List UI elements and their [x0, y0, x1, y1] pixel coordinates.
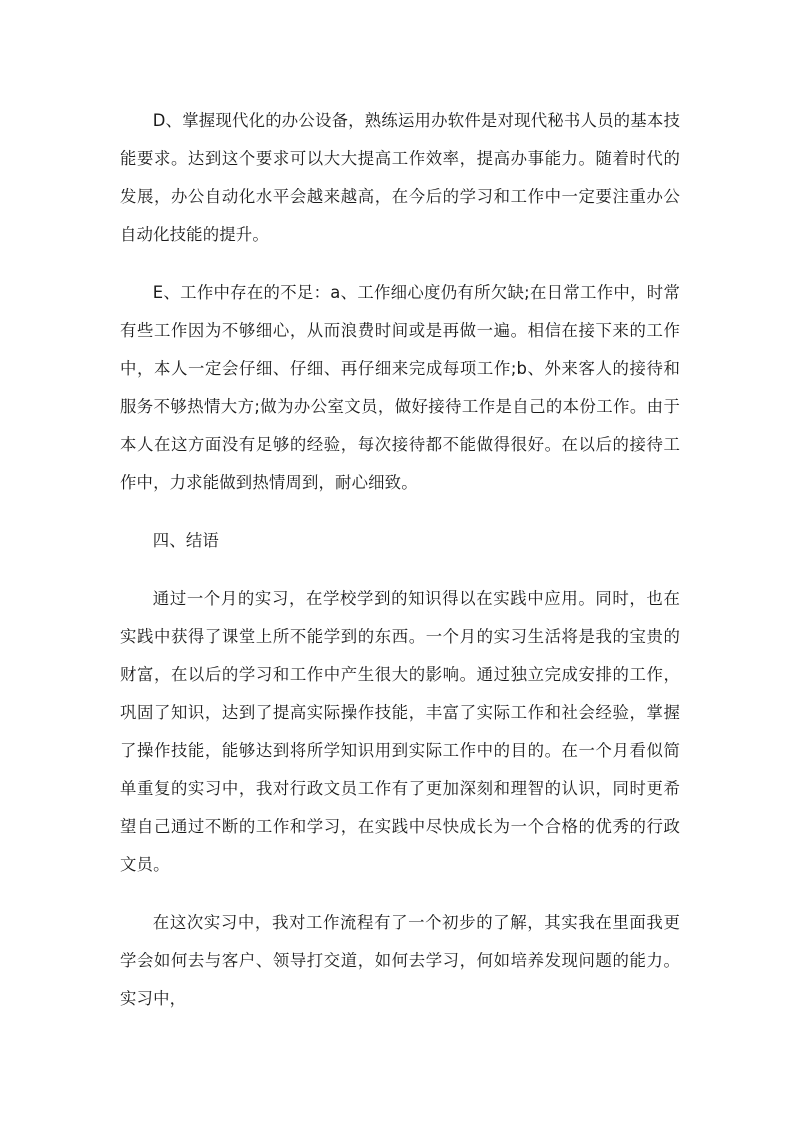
paragraph-spacer: [120, 502, 680, 522]
paragraph-spacer: [120, 884, 680, 904]
paragraph-conclusion: 通过一个月的实习，在学校学到的知识得以在实践中应用。同时，也在实践中获得了课堂上所不能学到的东西。一个月的实习生活将是我的宝贵的财富，在以后的学习和工作中产生很大的影响。通过独立完成安排的工作，巩固了知识，达到了提高实际操作技能，丰富了实际工作和社会经验，掌握了操作技能，能够达到将所学知识用到实际工作中的目的。在一个月看似简单重复的实习中，我对行政文员工作有了更加深刻和理智的认识，同时更希望自己通过不断的工作和学习，在实践中尽快成长为一个合格的优秀的行政文员。: [120, 589, 680, 874]
paragraph-shortcomings: E、工作中存在的不足：a、工作细心度仍有所欠缺;在日常工作中，时常有些工作因为不够细心，从而浪费时间或是再做一遍。相信在接下来的工作中，本人一定会仔细、仔细、再仔细来完成每项工作;b、外来客人的接待和服务不够热情大方;做为办公室文员，做好接待工作是自己的本份工作。由于本人在这方面没有足够的经验，每次接待都不能做得很好。在以后的接待工作中，力求能做到热情周到，耐心细致。: [120, 283, 680, 492]
section-heading-conclusion: 四、结语: [152, 531, 219, 550]
paragraph-office-skills: D、掌握现代化的办公设备，熟练运用办软件是对现代秘书人员的基本技能要求。达到这个要求可以大大提高工作效率，提高办事能力。随着时代的发展，办公自动化水平会越来越高，在今后的学习和工作中一定要注重办公自动化技能的提升。: [120, 111, 680, 244]
paragraph-internship-reflection: 在这次实习中，我对工作流程有了一个初步的了解，其实我在里面我更学会如何去与客户、领导打交道，如何去学习，何如培养发现问题的能力。实习中，: [120, 913, 680, 1008]
document-body: [120, 102, 680, 1018]
paragraph-spacer: [120, 254, 680, 274]
paragraph-spacer: [120, 560, 680, 580]
